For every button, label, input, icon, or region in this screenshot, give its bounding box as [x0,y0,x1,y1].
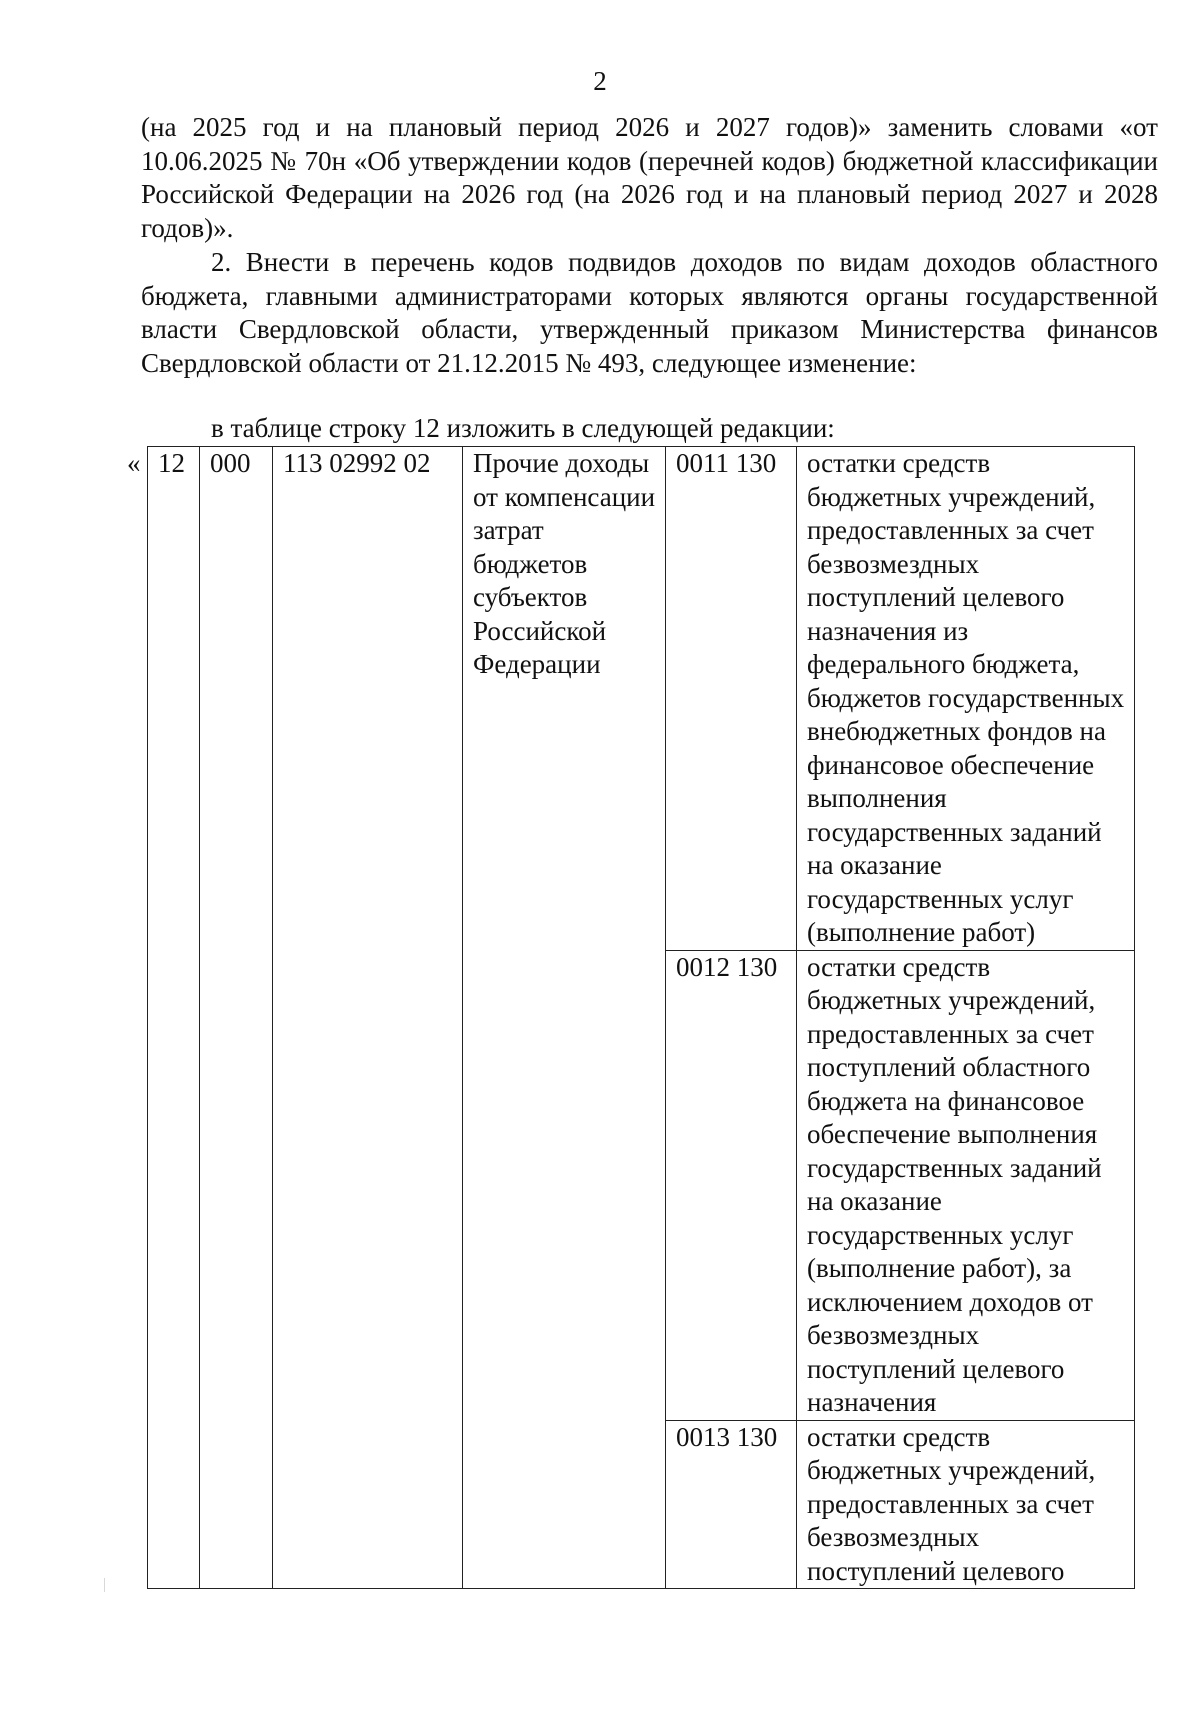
margin-mark [104,1578,105,1592]
subtype-code-cell: 0013 130 [666,1420,797,1589]
paragraph-replacement-text: (на 2025 год и на плановый период 2026 и 2027 годов)» заменить словами «от 10.06.2025 № 70н «Об утверждении кодов (перечней кодов) бюджетной классификации Российской Федерации на 2026 год (на 2026 год и на плановый период 2027 и 2028 годов)». [141,112,1158,243]
opening-quote-mark: « [127,448,141,478]
subtype-code-cell: 0012 130 [666,950,797,1420]
kbk-code-cell: 113 02992 02 [273,447,463,1589]
admin-code-cell: 000 [200,447,273,1589]
paragraph-amendment-item-2: 2. Внести в перечень кодов подвидов доходов по видам доходов областного бюджета, главными администраторами которых являются органы государственной власти Свердловской области, утвержденный приказом Министерства финансов Свердловской области от 21.12.2015 № 493, следующее изменение: [141,247,1158,378]
paragraph-table-intro: в таблице строку 12 изложить в следующей редакции: [211,413,835,443]
income-name-cell: Прочие доходы от компенсации затрат бюджетов субъектов Российской Федерации [463,447,666,1589]
row-number-cell: 12 [148,447,200,1589]
subtype-code-cell: 0011 130 [666,447,797,951]
page-number: 2 [593,66,607,96]
table-row [148,447,1135,951]
subtype-description-cell: остатки средств бюджетных учреждений, предоставленных за счет поступлений областного бюджета на финансовое обеспечение выполнения государственных заданий на оказание государственных услуг (выполнение работ), за исключением доходов от безвозмездных поступлений целевого назначения [797,950,1135,1420]
subtype-description-cell: остатки средств бюджетных учреждений, предоставленных за счет безвозмездных поступлений целевого назначения из федерального бюджета, бюджетов государственных внебюджетных фондов на финансовое обеспечение выполнения государственных заданий на оказание государственных услуг (выполнение работ) [797,447,1135,951]
subtype-description-cell: остатки средств бюджетных учреждений, предоставленных за счет безвозмездных поступлений целевого [797,1420,1135,1589]
amendment-table [147,446,1135,1589]
